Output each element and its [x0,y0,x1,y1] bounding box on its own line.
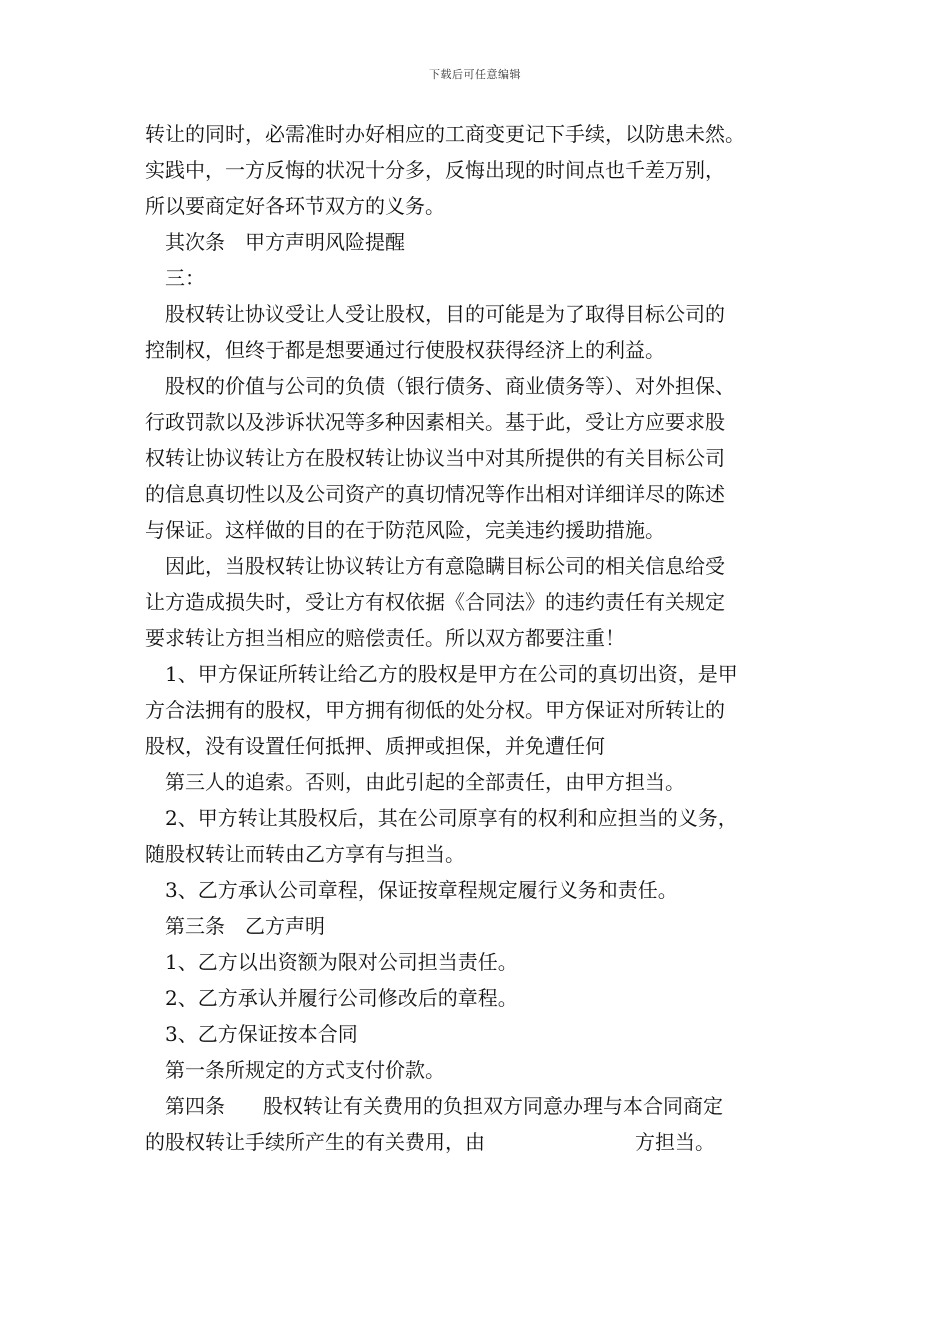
section-title: 甲方声明风险提醒 [245,230,405,254]
paragraph-line: 第一条所规定的方式支付价款。 [165,1058,445,1082]
text-before-blank: 的股权转让手续所产生的有关费用，由 [145,1130,485,1154]
section-heading-2 [145,224,825,260]
paragraph-line: 方合法拥有的股权，甲方拥有彻低的处分权。甲方保证对所转让的 [145,698,725,722]
section-number: 第三条 [165,914,225,938]
paragraph-line: 股权的价值与公司的负债（银行债务、商业债务等）、对外担保、 [165,374,735,398]
paragraph-line: 所以要商定好各环节双方的义务。 [145,194,445,218]
paragraph-line: 的信息真切性以及公司资产的真切情况等作出相对详细详尽的陈述 [145,482,725,506]
paragraph-line: 随股权转让而转由乙方享有与担当。 [145,842,465,866]
section-text: 股权转让有关费用的负担双方同意办理与本合同商定 [263,1094,723,1118]
section-heading-4 [145,1088,825,1124]
page-header-note: 下载后可任意编辑 [429,68,521,81]
paragraph-line: 三： [165,266,205,290]
paragraph-line: 股权转让协议受让人受让股权，目的可能是为了取得目标公司的 [165,302,725,326]
paragraph-line: 转让的同时，必需准时办好相应的工商变更记下手续，以防患未然。 [145,122,745,146]
section-title: 乙方声明 [245,914,325,938]
document-body [145,116,825,1160]
section-number: 第四条 [165,1094,225,1118]
paragraph-line: 第三人的追索。否则，由此引起的全部责任，由甲方担当。 [165,770,685,794]
paragraph-line: 要求转让方担当相应的赔偿责任。所以双方都要注重！ [145,626,625,650]
paragraph-line: 1、甲方保证所转让给乙方的股权是甲方在公司的真切出资，是甲 [165,662,738,686]
paragraph-line: 2、乙方承认并履行公司修改后的章程。 [165,986,518,1010]
paragraph-line: 让方造成损失时，受让方有权依据《合同法》的违约责任有关规定 [145,590,725,614]
paragraph-line-with-blank [145,1124,825,1160]
paragraph-line: 股权，没有设置任何抵押、质押或担保，并免遭任何 [145,734,605,758]
paragraph-line: 控制权，但终于都是想要通过行使股权获得经济上的利益。 [145,338,665,362]
paragraph-line: 实践中，一方反悔的状况十分多，反悔出现的时间点也千差万别， [145,158,725,182]
section-number: 其次条 [165,230,225,254]
paragraph-line: 3、乙方承认公司章程，保证按章程规定履行义务和责任。 [165,878,678,902]
paragraph-line: 3、乙方保证按本合同 [165,1022,358,1046]
text-after-blank: 方担当。 [635,1130,715,1154]
paragraph-line: 1、乙方以出资额为限对公司担当责任。 [165,950,518,974]
paragraph-line: 行政罚款以及涉诉状况等多种因素相关。基于此，受让方应要求股 [145,410,725,434]
paragraph-line: 与保证。这样做的目的在于防范风险，完美违约援助措施。 [145,518,665,542]
paragraph-line: 因此，当股权转让协议转让方有意隐瞒目标公司的相关信息给受 [165,554,725,578]
paragraph-line: 2、甲方转让其股权后，其在公司原享有的权利和应担当的义务， [165,806,738,830]
paragraph-line: 权转让协议转让方在股权转让协议当中对其所提供的有关目标公司 [145,446,725,470]
section-heading-3 [145,908,825,944]
